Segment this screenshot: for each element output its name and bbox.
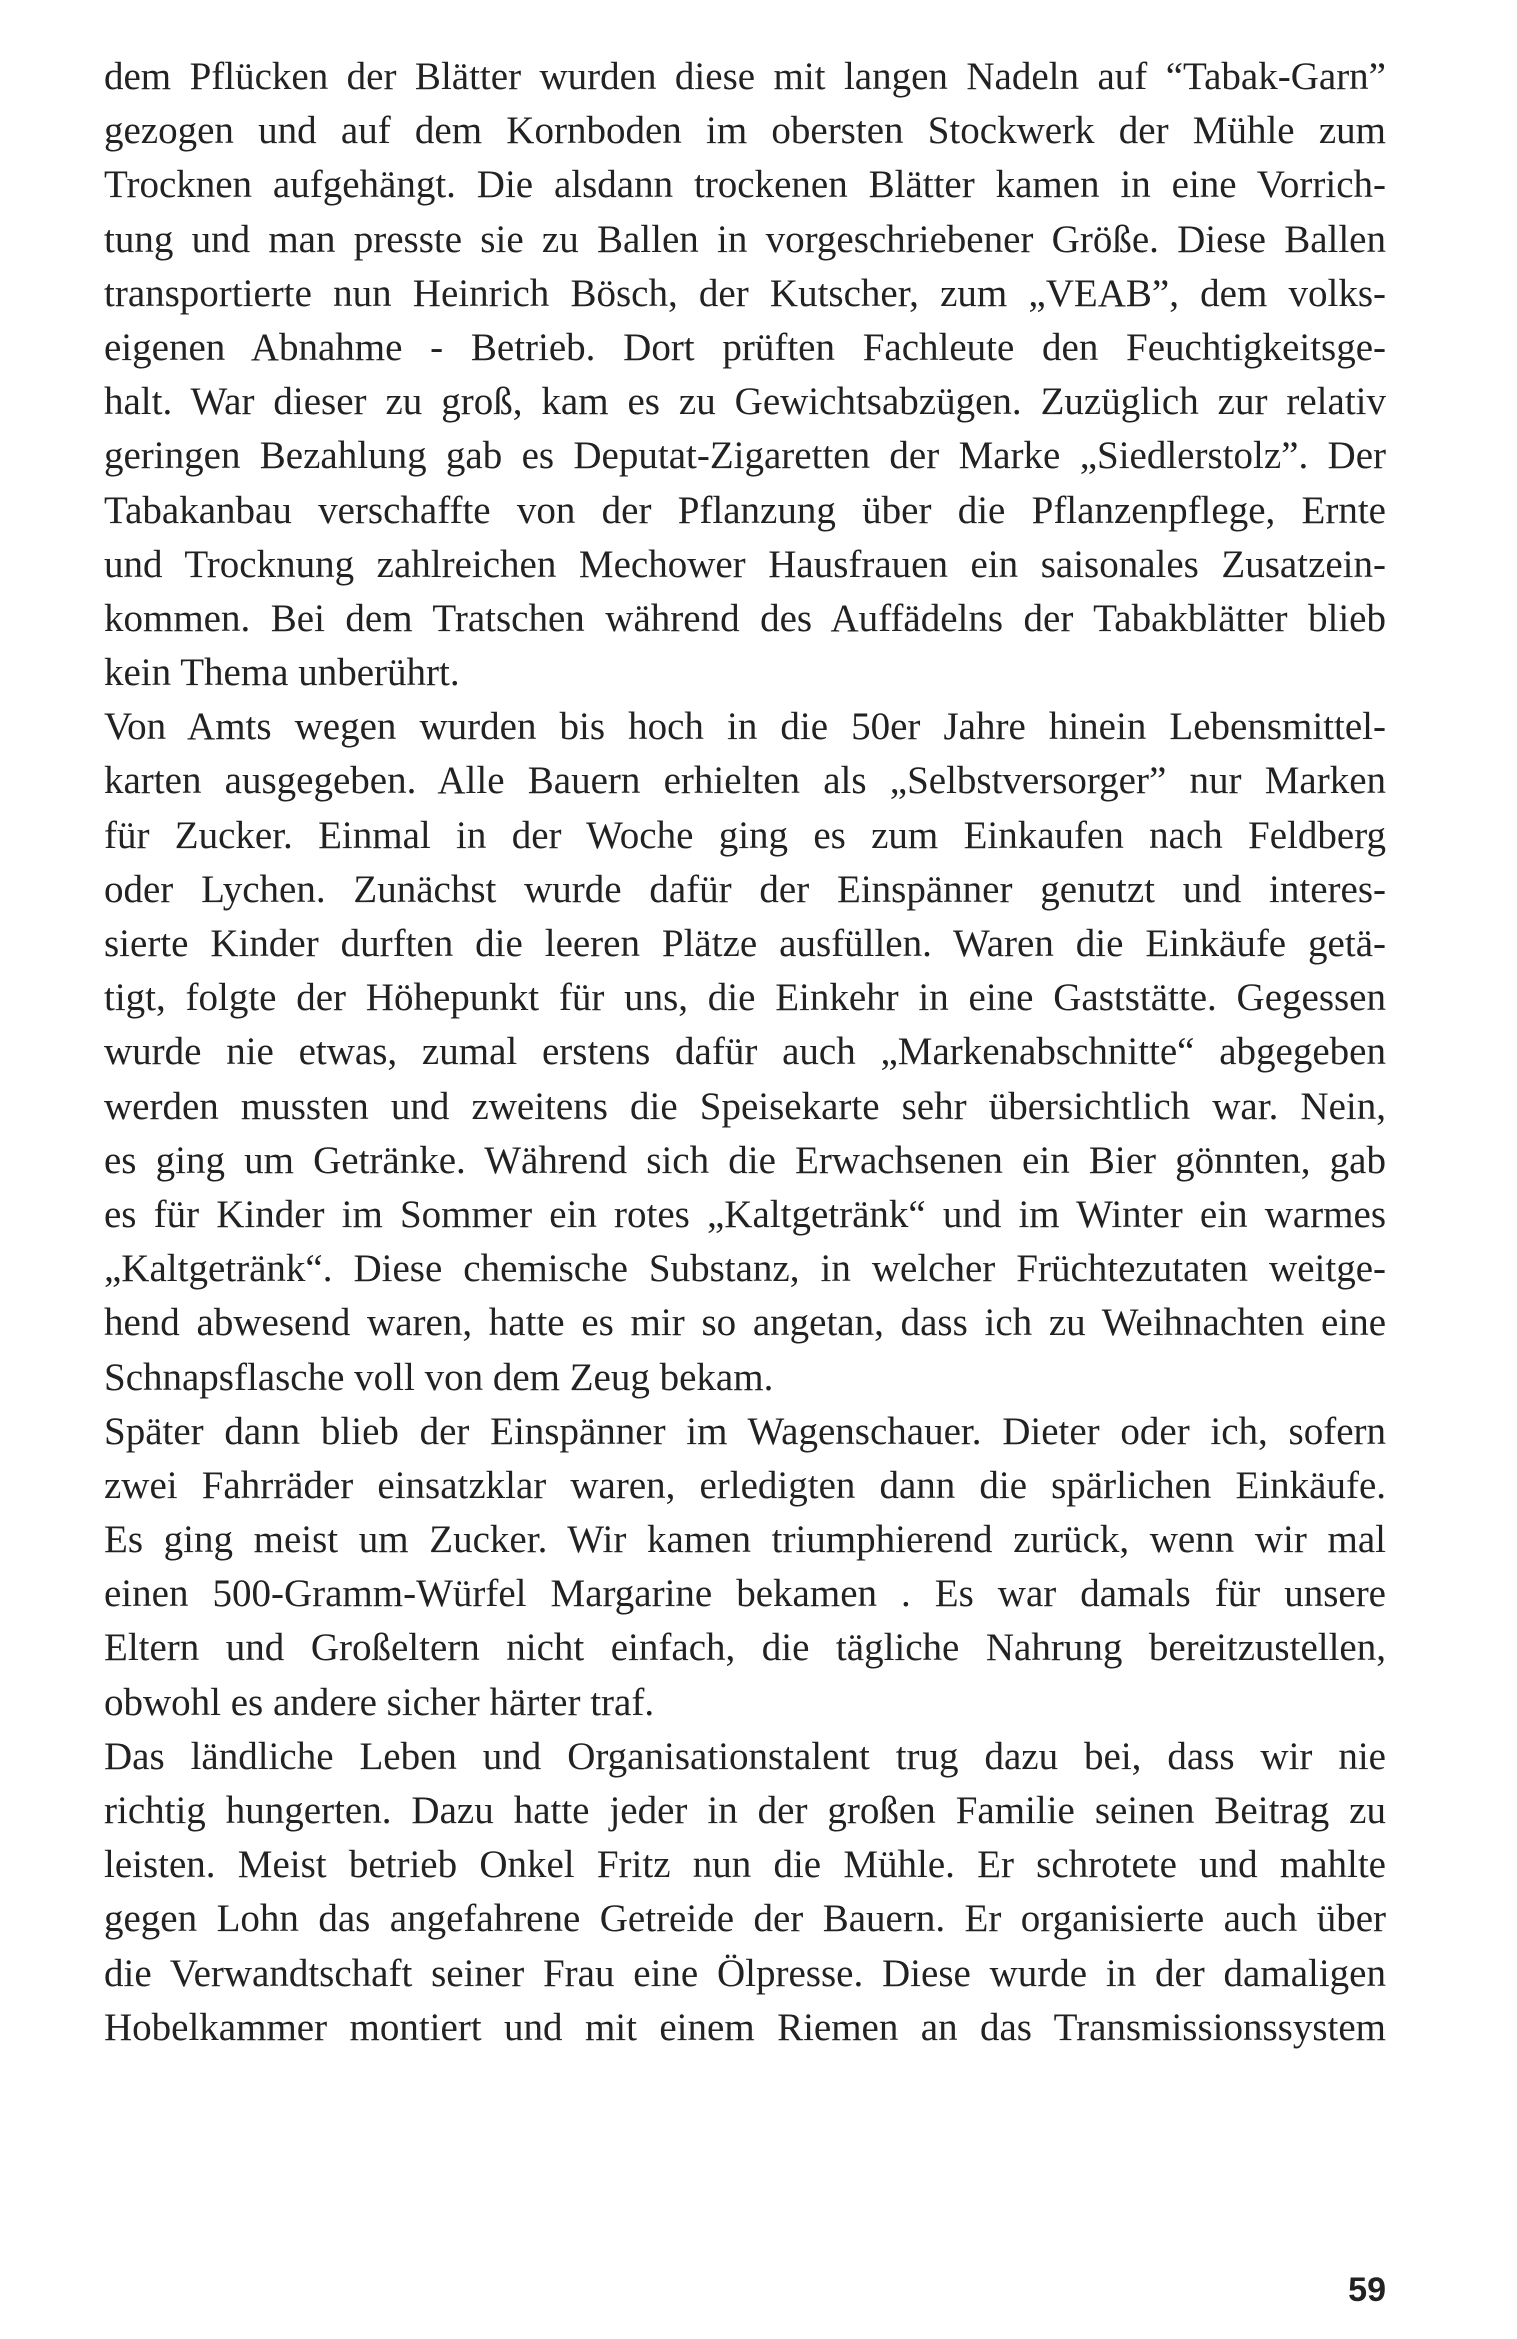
paragraph-ration-cards — [104, 700, 1386, 1404]
text-line: Hobelkammer montiert und mit einem Riemen an das Transmissionssystem — [104, 2005, 1386, 2049]
text-line: es für Kinder im Sommer ein rotes „Kaltgetränk“ und im Winter ein warmes — [104, 1192, 1386, 1236]
body-text — [104, 50, 1386, 2055]
paragraph-mill — [104, 1730, 1386, 2055]
text-line: dem Pflücken der Blätter wurden diese mit langen Nadeln auf “Tabak-Garn” — [104, 55, 1386, 98]
text-line: und Trocknung zahlreichen Mechower Hausfrauen ein saisonales Zusatzein- — [104, 542, 1386, 586]
text-line: tung und man presste sie zu Ballen in vorgeschriebener Größe. Diese Ballen — [104, 217, 1386, 261]
text-line: leisten. Meist betrieb Onkel Fritz nun die Mühle. Er schrotete und mahlte — [104, 1843, 1386, 1887]
text-line: wurde nie etwas, zumal erstens dafür auch „Markenabschnitte“ abgegeben — [104, 1030, 1386, 1074]
text-line: zwei Fahrräder einsatzklar waren, erledigten dann die spärlichen Einkäufe. — [104, 1463, 1386, 1507]
text-line: karten ausgegeben. Alle Bauern erhielten als „Selbstversorger” nur Marken — [104, 759, 1386, 803]
text-line: gegen Lohn das angefahrene Getreide der Bauern. Er organisierte auch über — [104, 1897, 1386, 1941]
text-line: die Verwandtschaft seiner Frau eine Ölpresse. Diese wurde in der damaligen — [104, 1951, 1386, 1995]
text-line: kommen. Bei dem Tratschen während des Auffädelns der Tabakblätter blieb — [104, 596, 1386, 640]
text-line: einen 500-Gramm-Würfel Margarine bekamen . Es war damals für unsere — [104, 1572, 1386, 1616]
text-line: Schnapsflasche voll von dem Zeug bekam. — [104, 1355, 774, 1399]
text-line: Eltern und Großeltern nicht einfach, die tägliche Nahrung bereitzustellen, — [104, 1626, 1386, 1670]
text-line: werden mussten und zweitens die Speisekarte sehr übersichtlich war. Nein, — [104, 1084, 1386, 1128]
paragraph-tobacco — [104, 50, 1386, 700]
text-line: tigt, folgte der Höhepunkt für uns, die Einkehr in eine Gaststätte. Gegessen — [104, 976, 1386, 1020]
text-line: Später dann blieb der Einspänner im Wagenschauer. Dieter oder ich, sofern — [104, 1409, 1386, 1453]
text-line: oder Lychen. Zunächst wurde dafür der Einspänner genutzt und interes- — [104, 867, 1386, 911]
text-line: eigenen Abnahme - Betrieb. Dort prüften Fachleute den Feuchtigkeitsge- — [104, 325, 1386, 369]
text-line: Das ländliche Leben und Organisationstalent trug dazu bei, dass wir nie — [104, 1734, 1386, 1778]
text-line: Von Amts wegen wurden bis hoch in die 50er Jahre hinein Lebensmittel- — [104, 705, 1386, 749]
text-line: Trocknen aufgehängt. Die alsdann trockenen Blätter kamen in eine Vorrich- — [104, 163, 1386, 207]
text-line: Tabakanbau verschaffte von der Pflanzung über die Pflanzenpflege, Ernte — [104, 488, 1386, 532]
page-number: 59 — [1348, 2271, 1386, 2309]
text-line: kein Thema unberührt. — [104, 651, 460, 695]
text-line: gezogen und auf dem Kornboden im obersten Stockwerk der Mühle zum — [104, 109, 1386, 153]
text-line: es ging um Getränke. Während sich die Erwachsenen ein Bier gönnten, gab — [104, 1138, 1386, 1182]
text-line: sierte Kinder durften die leeren Plätze ausfüllen. Waren die Einkäufe getä- — [104, 922, 1386, 965]
text-line: für Zucker. Einmal in der Woche ging es zum Einkaufen nach Feldberg — [104, 813, 1386, 857]
text-line: Es ging meist um Zucker. Wir kamen triumphierend zurück, wenn wir mal — [104, 1518, 1386, 1562]
text-line: richtig hungerten. Dazu hatte jeder in der großen Familie seinen Beitrag zu — [104, 1789, 1386, 1832]
text-line: „Kaltgetränk“. Diese chemische Substanz, in welcher Früchtezutaten weitge- — [104, 1247, 1386, 1291]
text-line: transportierte nun Heinrich Bösch, der Kutscher, zum „VEAB”, dem volks- — [104, 271, 1386, 315]
paragraph-bicycles — [104, 1405, 1386, 1730]
text-line: obwohl es andere sicher härter traf. — [104, 1680, 655, 1724]
text-line: hend abwesend waren, hatte es mir so angetan, dass ich zu Weihnachten eine — [104, 1301, 1386, 1345]
text-line: halt. War dieser zu groß, kam es zu Gewichtsabzügen. Zuzüglich zur relativ — [104, 380, 1386, 424]
text-line: geringen Bezahlung gab es Deputat-Zigaretten der Marke „Siedlerstolz”. Der — [104, 434, 1386, 478]
